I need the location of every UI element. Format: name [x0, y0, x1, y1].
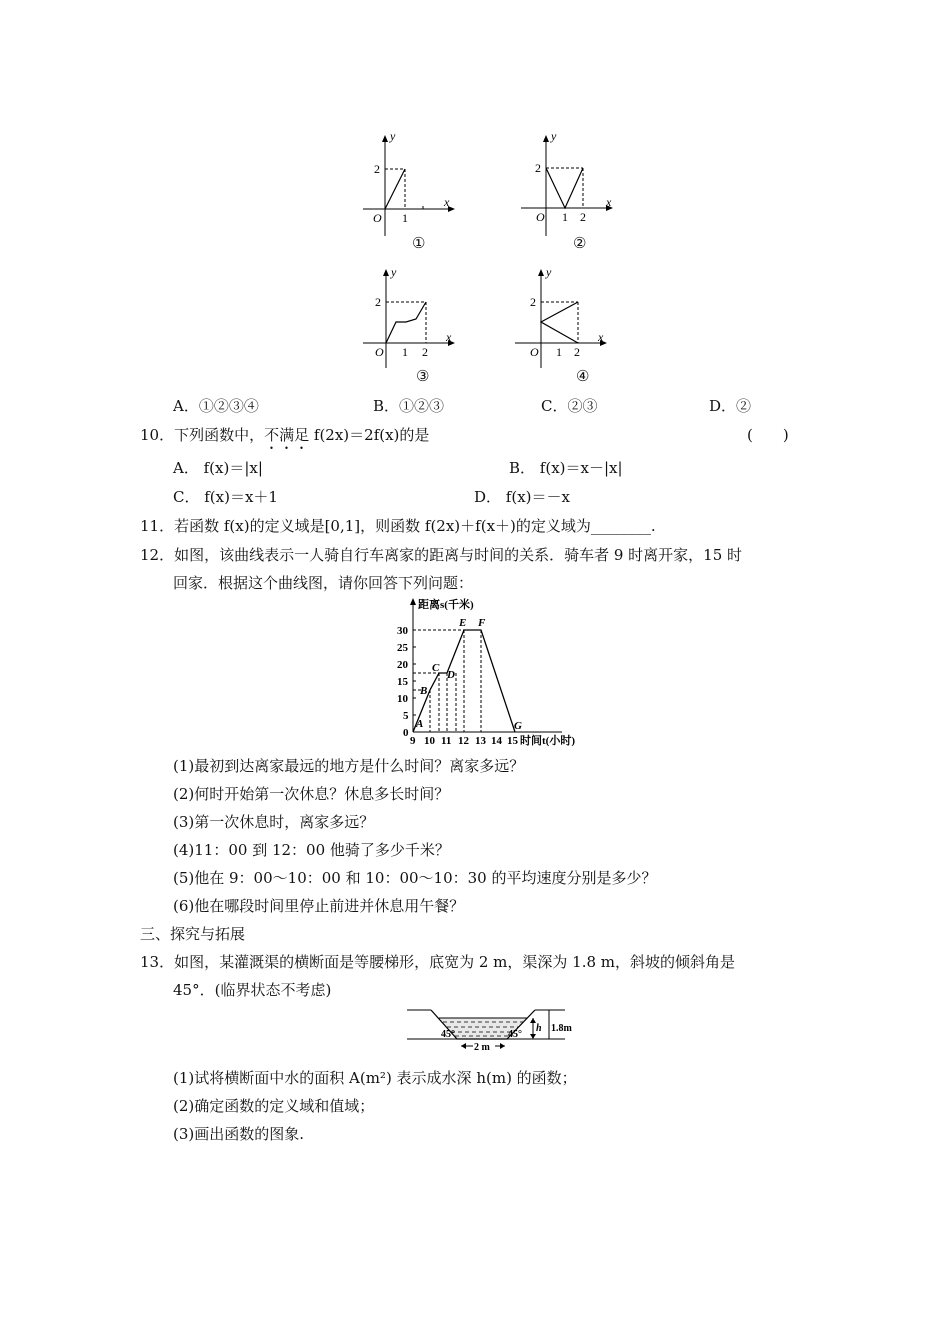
graph-3	[360, 264, 460, 388]
x-tick-label: 9	[410, 735, 416, 747]
q10-answer-bracket: ( )	[747, 426, 789, 444]
x-tick: 2	[422, 345, 428, 359]
x-axis-label: x	[444, 195, 450, 209]
q13-question-1: (1)试将横断面中水的面积 A(m²) 表示成水深 h(m) 的函数；	[173, 1069, 577, 1087]
depth-h-label: h	[536, 1023, 542, 1034]
q12-question-3: (3)第一次休息时，离家多远？	[173, 813, 375, 831]
x-tick-label: 12	[458, 735, 469, 747]
q12-question-4: (4)11：00 到 12：00 他骑了多少千米？	[173, 841, 450, 859]
q12-stem-line1	[140, 545, 742, 565]
q13-stem-line1	[140, 952, 735, 972]
y-tick-label: 0	[403, 727, 409, 739]
origin-label: O	[536, 210, 545, 224]
x-axis-label: x	[446, 330, 452, 344]
graph-2	[518, 128, 618, 252]
y-tick: 2	[530, 295, 536, 309]
q13-line1: 如图，某灌溉渠的横断面是等腰梯形，底宽为 2 m，渠深为 1.8 m，斜坡的倾斜角是	[174, 953, 736, 971]
graph-1-label: ①	[412, 234, 426, 252]
q12-question-1: (1)最初到达离家最远的地方是什么时间？离家多远？	[173, 757, 525, 775]
y-axis-label: y	[546, 265, 552, 279]
x-axis-label: x	[598, 330, 604, 344]
y-tick: 2	[374, 162, 380, 176]
q10-option-d: D． f(x)＝－x	[474, 488, 570, 506]
angle-left-label: 45°	[441, 1029, 455, 1040]
q12-distance-time-chart	[394, 596, 594, 748]
x-tick: 2	[580, 210, 586, 224]
origin-label: O	[530, 345, 539, 359]
x-tick-label: 11	[441, 735, 452, 747]
q9-option-d: D．②	[709, 397, 752, 415]
point-label: C	[432, 662, 440, 674]
graph-3-label: ③	[416, 367, 430, 385]
x-tick: 1	[402, 345, 408, 359]
y-tick-label: 25	[397, 642, 408, 654]
q10-option-c: C． f(x)＝x＋1	[173, 488, 278, 506]
q12-question-6: (6)他在哪段时间里停止前进并休息用午餐？	[173, 897, 465, 915]
x-tick: 2	[574, 345, 580, 359]
q10-stem	[140, 425, 429, 453]
q13-channel-diagram	[405, 1004, 585, 1060]
x-axis-label: 时间t(小时)	[520, 735, 575, 747]
y-axis-label: 距离s(千米)	[418, 599, 474, 611]
q12-number: 12．	[140, 546, 175, 564]
q11-stem	[140, 516, 656, 536]
point-label: D	[447, 669, 455, 681]
q9-option-b: B．①②③	[373, 397, 445, 415]
q12-line2: 回家．根据这个曲线图，请你回答下列问题：	[173, 574, 474, 592]
point-label: B	[420, 685, 428, 697]
y-tick: 2	[535, 161, 541, 175]
x-tick: 1	[562, 210, 568, 224]
y-tick: 2	[375, 295, 381, 309]
y-tick-label: 30	[397, 625, 408, 637]
q9-option-c: C．②③	[541, 397, 598, 415]
q10-emphasis: 不满足	[264, 426, 310, 444]
y-tick-label: 15	[397, 676, 408, 688]
x-tick-label: 10	[424, 735, 435, 747]
x-tick: 1	[556, 345, 562, 359]
y-axis-label: y	[391, 265, 397, 279]
q13-line2: 45°．(临界状态不考虑)	[173, 981, 332, 999]
section-heading: 三、探究与拓展	[140, 925, 246, 943]
y-tick-label: 5	[403, 710, 409, 722]
x-axis-label: x	[606, 195, 612, 209]
graph-4-label: ④	[576, 367, 590, 385]
graph-2-label: ②	[573, 234, 587, 252]
point-label: A	[416, 718, 424, 730]
x-tick-label: 14	[491, 735, 502, 747]
origin-label: O	[375, 345, 384, 359]
q12-question-2: (2)何时开始第一次休息？休息多长时间？	[173, 785, 450, 803]
point-label: F	[478, 617, 486, 629]
x-tick-label: 15	[507, 735, 518, 747]
y-tick-label: 20	[397, 659, 408, 671]
q13-number: 13．	[140, 953, 175, 971]
q10-pre: 下列函数中，	[174, 426, 265, 444]
q12-question-5: (5)他在 9：00～10：00 和 10：00～10：30 的平均速度分别是多少？	[173, 869, 657, 887]
q11-number: 11．	[140, 517, 175, 535]
q10-number: 10．	[140, 426, 175, 444]
q11-text: 若函数 f(x)的定义域是[0,1]，则函数 f(2x)＋f(x＋)的定义域为________.	[174, 517, 656, 535]
point-label: G	[514, 720, 522, 732]
y-axis-label: y	[390, 129, 396, 143]
x-tick-label: 13	[475, 735, 486, 747]
q13-question-2: (2)确定函数的定义域和值域；	[173, 1097, 375, 1115]
q10-option-b: B． f(x)＝x－|x|	[509, 459, 623, 477]
point-label: E	[459, 617, 467, 629]
x-tick: 1	[402, 211, 408, 225]
angle-right-label: 45°	[508, 1029, 522, 1040]
depth-label: 1.8m	[551, 1023, 572, 1034]
q10-option-a: A． f(x)＝|x|	[173, 459, 263, 477]
bottom-width-label: 2 m	[474, 1042, 490, 1053]
q10-post: f(2x)＝2f(x)的是	[309, 426, 430, 444]
q9-option-a: A．①②③④	[173, 397, 259, 415]
y-tick-label: 10	[397, 693, 408, 705]
y-axis-label: y	[551, 129, 557, 143]
graph-1	[360, 128, 460, 252]
q13-question-3: (3)画出函数的图象.	[173, 1125, 305, 1143]
graph-4	[512, 264, 612, 388]
q12-line1: 如图，该曲线表示一人骑自行车离家的距离与时间的关系．骑车者 9 时离开家，15 时	[174, 546, 743, 564]
origin-label: O	[373, 211, 382, 225]
